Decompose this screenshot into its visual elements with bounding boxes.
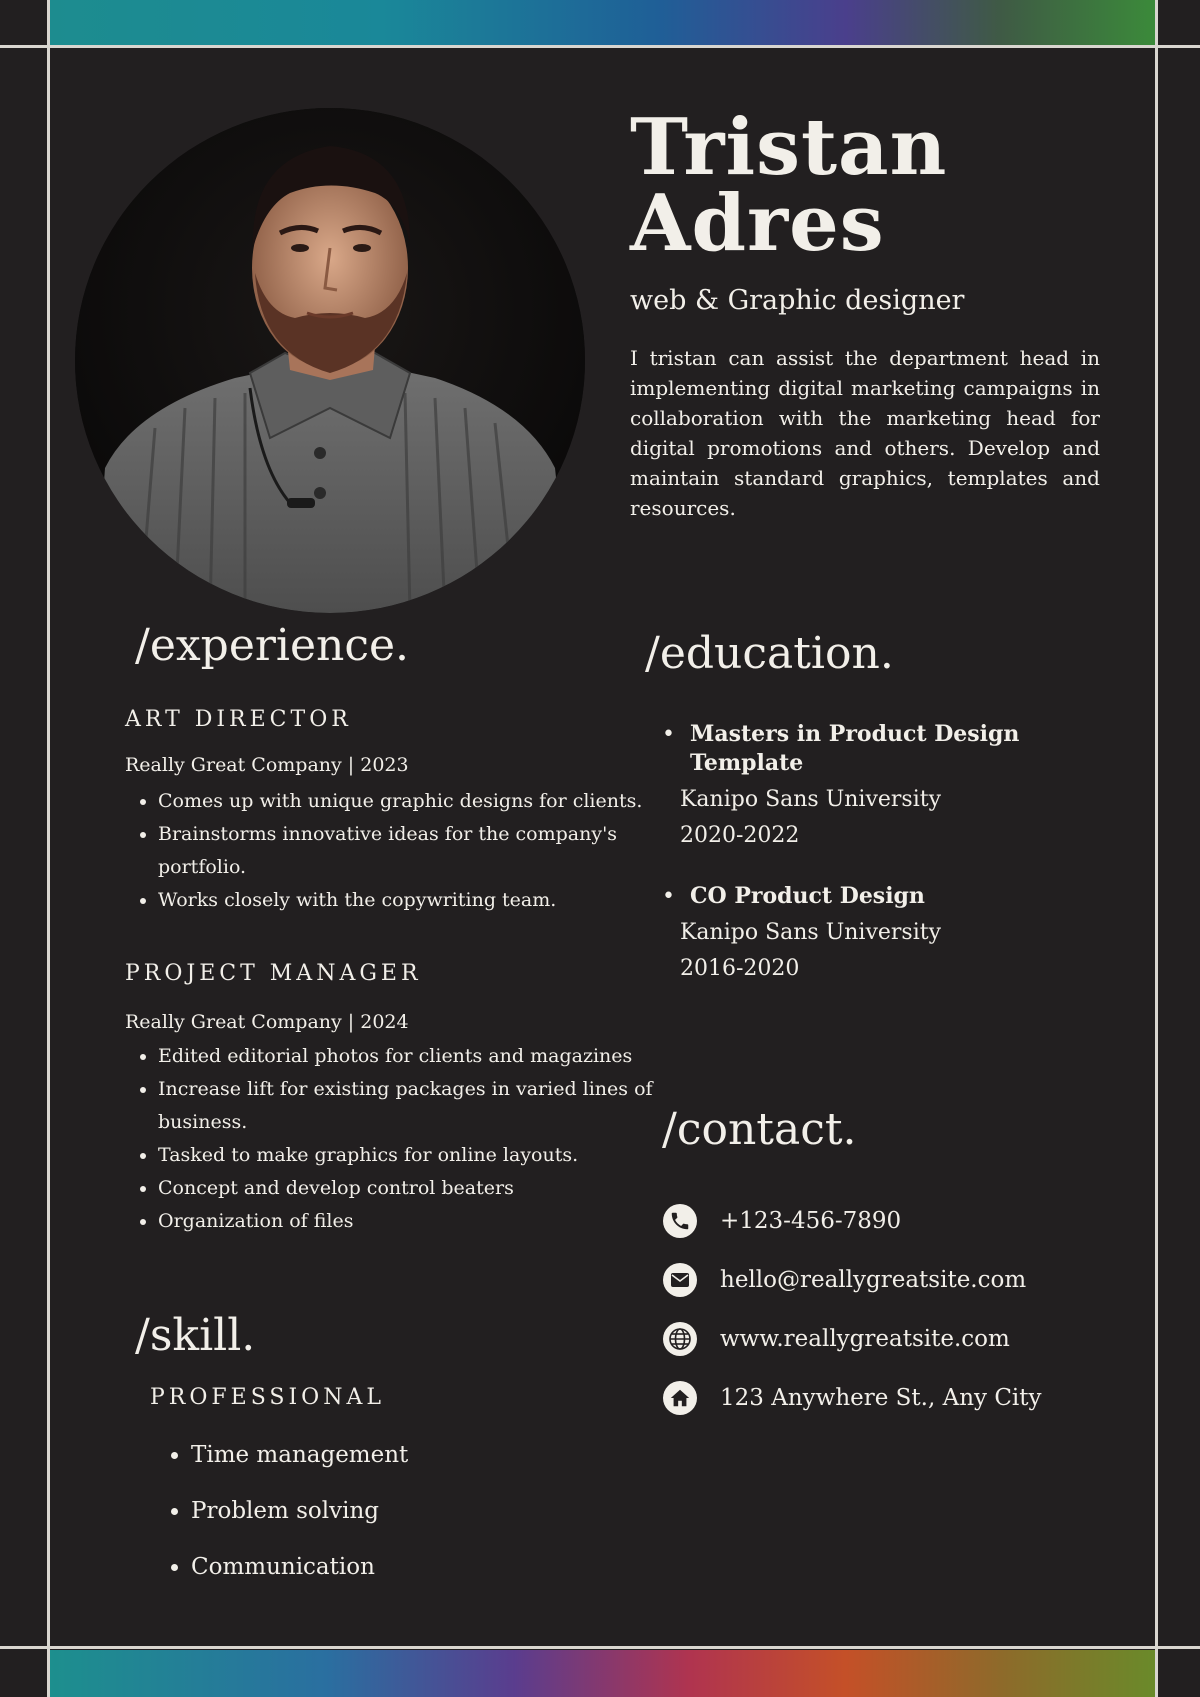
left-rule [47,0,50,1697]
job-company-2: Really Great Company | 2024 [125,1011,409,1033]
bottom-gradient-band [50,1650,1155,1697]
education-heading: /education. [645,628,894,679]
contact-phone [663,1204,901,1238]
list-item: • Tasked to make graphics for online layouts. [158,1139,658,1172]
list-item: • Works closely with the copywriting team. [158,884,648,917]
job-title-1: ART DIRECTOR [125,707,352,732]
list-item: • Time management [191,1427,408,1483]
contact-email-text[interactable]: hello@reallygreatsite.com [720,1267,1027,1293]
list-item: • Increase lift for existing packages in varied lines of business. [158,1073,658,1139]
contact-address-text: 123 Anywhere St., Any City [720,1385,1042,1411]
contact-phone-text[interactable]: +123-456-7890 [720,1208,902,1234]
education-degree: Masters in Product Design Template [690,721,1020,776]
top-gradient-band [50,0,1155,45]
portrait-illustration [75,108,585,613]
bullet-dot: • [662,884,675,909]
last-name: Adres [630,178,885,269]
contact-email [663,1263,1026,1297]
job-bullets-2 [125,1040,658,1238]
contact-website [663,1322,1010,1356]
list-item: • Edited editorial photos for clients and magazines [158,1040,658,1073]
skill-heading: /skill. [135,1310,256,1361]
globe-icon [663,1322,697,1356]
education-school: Kanipo Sans University [680,787,942,812]
phone-icon [663,1204,697,1238]
skill-subheading: PROFESSIONAL [150,1385,385,1410]
candidate-name [630,102,948,269]
list-item: • Organization of files [158,1205,658,1238]
experience-heading: /experience. [135,620,410,671]
contact-website-text[interactable]: www.reallygreatsite.com [720,1326,1010,1352]
education-years: 2016-2020 [680,956,800,981]
education-school: Kanipo Sans University [680,920,942,945]
job-role: web & Graphic designer [630,285,965,316]
job-company-1: Really Great Company | 2023 [125,754,409,776]
job-bullets-1 [125,785,648,917]
contact-heading: /contact. [662,1104,857,1155]
list-item: • Comes up with unique graphic designs for clients. [158,785,648,818]
skill-list [158,1427,408,1595]
job-title-2: PROJECT MANAGER [125,961,422,986]
list-item: • Communication [191,1539,408,1595]
education-entry-2 [662,882,1092,987]
education-entry-1 [662,720,1092,854]
list-item: • Problem solving [191,1483,408,1539]
right-rule [1155,0,1158,1697]
email-icon [663,1263,697,1297]
education-degree: CO Product Design [690,883,925,909]
education-years: 2020-2022 [680,823,800,848]
list-item: • Concept and develop control beaters [158,1172,658,1205]
bottom-rule [0,1646,1200,1649]
top-rule [0,45,1200,48]
profile-summary: I tristan can assist the department head in implementing digital marketing campaigns in collaboration with the marketing head for digital promotions and others. Develop and maintain standard graphics, templates and resources. [630,346,1100,520]
list-item: • Brainstorms innovative ideas for the company's portfolio. [158,818,648,884]
first-name: Tristan [630,102,948,193]
bullet-dot: • [662,722,675,747]
contact-address [663,1381,1042,1415]
profile-photo [75,108,585,613]
home-icon [663,1381,697,1415]
